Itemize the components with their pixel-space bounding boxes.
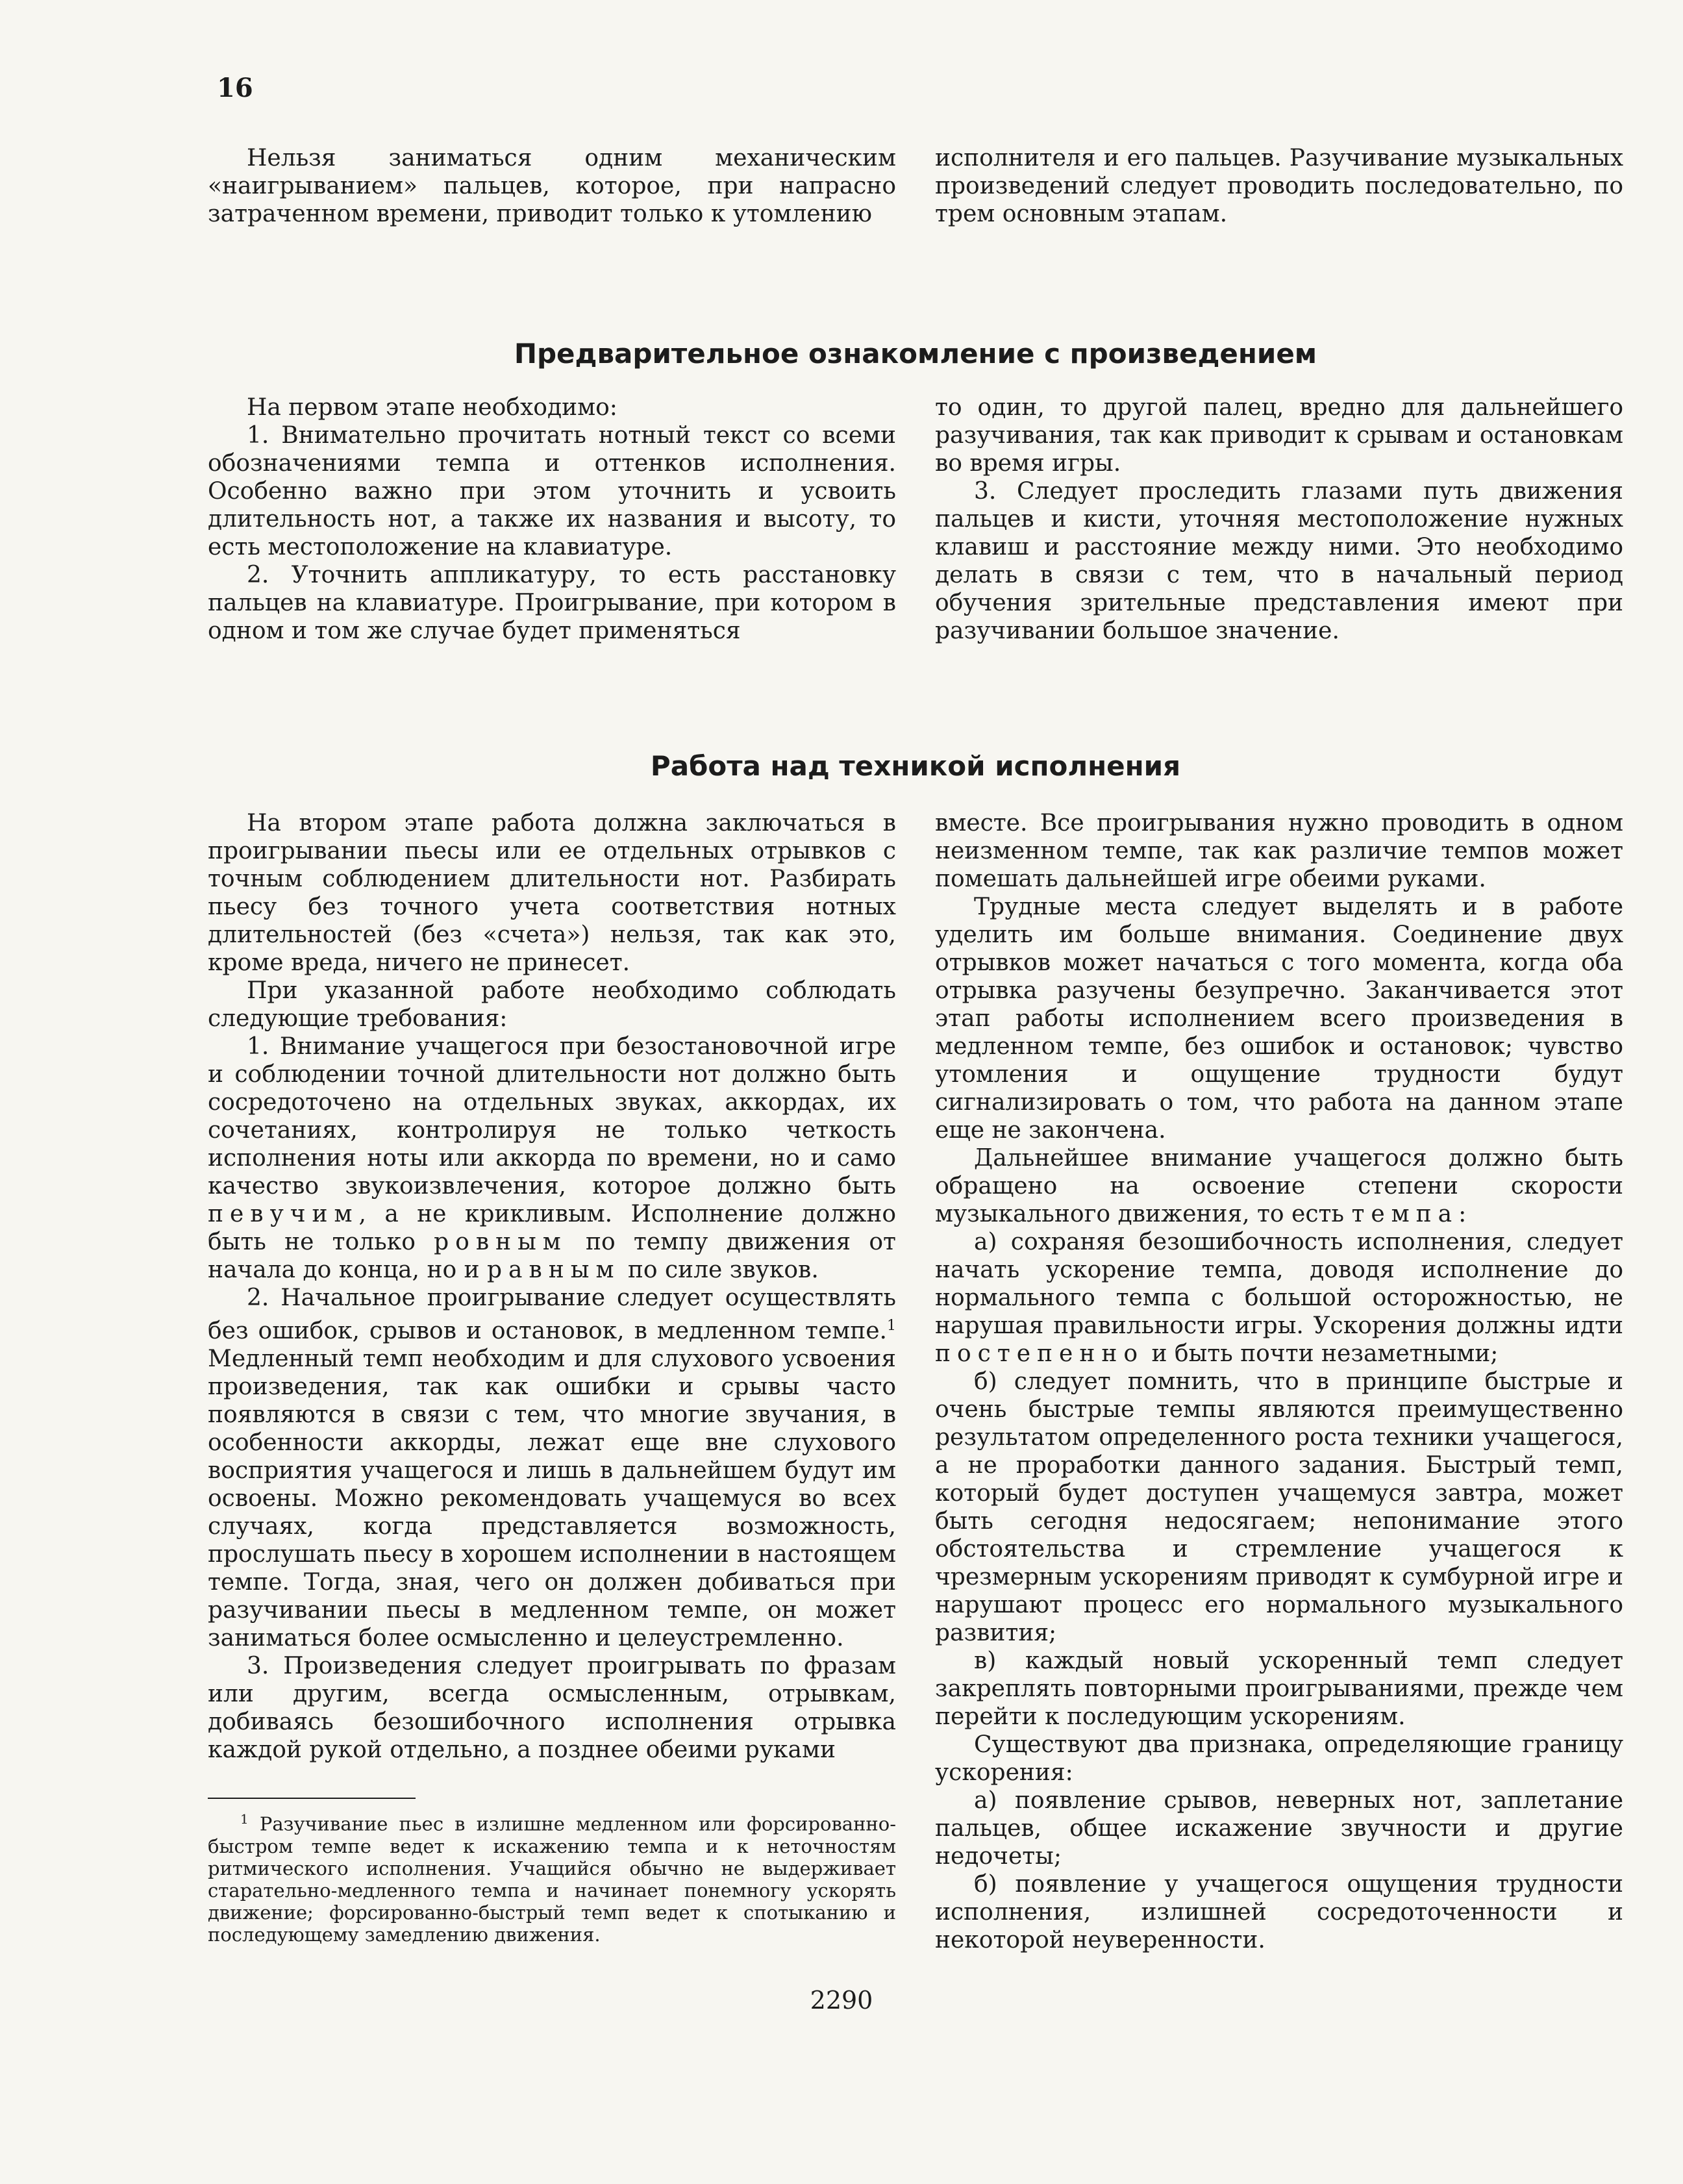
section1-paragraph-2: 1. Внимательно прочитать нотный текст со всеми обозначениями темпа и оттенков исполнения. Особенно важно при этом уточнить и усвоить длительность нот, а также их названия и высоту, то есть местоположение на клавиатуре. — [208, 422, 896, 560]
section1-body — [208, 394, 1623, 645]
section1-paragraph-3: 2. Уточнить аппликатуру, то есть расстановку пальцев на клавиатуре. Проигрывание, при котором в одном и том же случае будет применяться — [208, 562, 896, 644]
page-number: 16 — [217, 73, 253, 103]
section1-right-column — [935, 394, 1623, 645]
section2-right-paragraph-9: б) появление у учащегося ощущения трудности исполнения, излишней сосредоточенности и некоторой неуверенности. — [935, 1871, 1623, 1953]
emphasis-singing: певучим — [208, 1201, 359, 1227]
intro-left-column — [208, 144, 896, 228]
p3-text-g: по силе звуков. — [627, 1257, 819, 1283]
section2-right-paragraph-8: а) появление срывов, неверных нот, заплетание пальцев, общее искажение звучности и другие недочеты; — [935, 1787, 1623, 1870]
section2-left-paragraph-4 — [208, 1284, 896, 1652]
p4-text-b: Медленный темп необходим и для слухового усвоения произведения, так как ошибки и срывы часто появляются в связи с тем, что многие звучания, в особенности аккорды, лежат еще вне слухового восприятия учащегося и лишь в дальнейшем будут им освоены. Можно рекомендовать учащемуся во всех случаях, когда представляется возможность, прослушать пьесу в хорошем исполнении в настоящем темпе. Тогда, зная, чего он должен добиваться при разучивании пьесы в медленном темпе, он может заниматься более осмысленно и целеустремленно. — [208, 1346, 896, 1651]
section2-left-column — [208, 809, 896, 1954]
footnote-text: Разучивание пьес в излишне медленном или форсированно-быстром темпе ведет к искажению темпа и к неточностям ритмического исполнения. Учащийся обычно не выдерживает старательно-медленного темпа и начинает понемногу ускорять движение; форсированно-быстрый темп ведет к спотыканию и последующему замедлению движения. — [208, 1813, 896, 1946]
section2-body — [208, 809, 1623, 1954]
intro-section — [208, 144, 1623, 228]
section2-heading-wrap — [208, 750, 1623, 782]
emphasis-even: ровным — [434, 1229, 567, 1255]
p3-text-e: по темпу движения от начала до конца, но и — [208, 1229, 896, 1283]
section2-right-paragraph-2: Трудные места следует выделять и в работе уделить им больше внимания. Соединение двух отрывков может начаться с того момента, когда оба отрывка разучены безупречно. Заканчивается этот этап работы исполнением всего произведения в медленном темпе, без ошибок и остановок; чувство утомления и ощущение трудности будут сигнализировать о том, что работа на данном этапе еще не закончена. — [935, 894, 1623, 1144]
folio-number: 2290 — [810, 1986, 873, 2015]
footnote-divider — [208, 1798, 416, 1799]
p4-text-a: 2. Начальное проигрывание следует осуществлять без ошибок, срывов и остановок, в медленном темпе. — [208, 1285, 896, 1344]
section1-heading: Предварительное ознакомление с произведением — [514, 338, 1317, 370]
r-p3-text-a: Дальнейшее внимание учащегося должно быть обращено на освоение степени скорости музыкального движения, то есть — [935, 1145, 1623, 1227]
footnote — [208, 1808, 896, 1946]
section2-heading: Работа над техникой исполнения — [650, 750, 1181, 782]
footnote-mark: 1 — [240, 1811, 249, 1827]
section1-heading-wrap — [208, 338, 1623, 370]
r-p4-text-c: и быть почти незаметными; — [1151, 1340, 1499, 1367]
section2-right-paragraph-3 — [935, 1144, 1623, 1228]
section2-right-paragraph-1: вместе. Все проигрывания нужно проводить в одном неизменном темпе, так как различие темпов может помешать дальнейшей игре обеими руками. — [935, 810, 1623, 892]
section2-left-paragraph-5: 3. Произведения следует проигрывать по фразам или другим, всегда осмысленным, отрывкам, добиваясь безошибочного исполнения отрывка каждой рукой отдельно, а позднее обеими руками — [208, 1653, 896, 1763]
intro-paragraph-left: Нельзя заниматься одним механическим «наигрыванием» пальцев, которое, при напрасно затраченном времени, приводит только к утомлению — [208, 145, 896, 227]
section1-paragraph-5: 3. Следует проследить глазами путь движения пальцев и кисти, уточняя местоположение нужных клавиш и расстояние между ними. Это необходимо делать в связи с тем, что в начальный период обучения зрительные представления имеют при разучивании большое значение. — [935, 478, 1623, 644]
emphasis-tempo: темпа — [1351, 1201, 1459, 1227]
section2-left-paragraph-3 — [208, 1033, 896, 1284]
intro-right-column — [935, 144, 1623, 228]
intro-paragraph-right: исполнителя и его пальцев. Разучивание музыкальных произведений следует проводить последовательно, по трем основным этапам. — [935, 145, 1623, 227]
section2-right-paragraph-6: в) каждый новый ускоренный темп следует закреплять повторными проигрываниями, прежде чем перейти к последующим ускорениям. — [935, 1648, 1623, 1730]
r-p4-text-a: а) сохраняя безошибочность исполнения, следует начать ускорение темпа, доводя исполнение до нормального темпа с большой осторожностью, не нарушая правильности игры. Ускорения должны идти — [935, 1229, 1623, 1339]
p3-text-c: , а не крикливым. Исполнение должно быть не только — [208, 1201, 896, 1255]
p3-text-a: 1. Внимание учащегося при безостановочной игре и соблюдении точной длительности нот должно быть сосредоточено на отдельных звуках, аккордах, их сочетаниях, контролируя не только четкость исполнения ноты или аккорда по времени, но и само качество звукоизвлечения, которое должно быть — [208, 1033, 896, 1199]
section2-right-column — [935, 809, 1623, 1954]
section2-right-paragraph-7: Существуют два признака, определяющие границу ускорения: — [935, 1731, 1623, 1786]
section1-paragraph-4: то один, то другой палец, вредно для дальнейшего разучивания, так как приводит к срывам и остановкам во время игры. — [935, 394, 1623, 477]
emphasis-gradually: постепенно — [935, 1340, 1145, 1367]
emphasis-equal: равным — [487, 1257, 621, 1283]
section2-left-paragraph-1: На втором этапе работа должна заключаться в проигрывании пьесы или ее отдельных отрывков с точным соблюдением длительности нот. Разбирать пьесу без точного учета соответствия нотных длительностей (без «счета») нельзя, так как это, кроме вреда, ничего не принесет. — [208, 810, 896, 976]
section1-paragraph-1: На первом этапе необходимо: — [247, 394, 617, 421]
r-p3-text-c: : — [1458, 1201, 1467, 1227]
section2-left-paragraph-2: При указанной работе необходимо соблюдать следующие требования: — [208, 977, 896, 1032]
footnote-reference: 1 — [887, 1318, 896, 1334]
section2-right-paragraph-5: б) следует помнить, что в принципе быстрые и очень быстрые темпы являются преимущественно результатом определенного роста техники учащегося, а не проработки данного задания. Быстрый темп, который будет доступен учащемуся завтра, может быть сегодня недосягаем; непонимание этого обстоятельства и стремление учащегося к чрезмерным ускорениям приводят к сумбурной игре и нарушают процесс его нормального музыкального развития; — [935, 1368, 1623, 1646]
section1-left-column — [208, 394, 896, 645]
section2-right-paragraph-4 — [935, 1228, 1623, 1368]
